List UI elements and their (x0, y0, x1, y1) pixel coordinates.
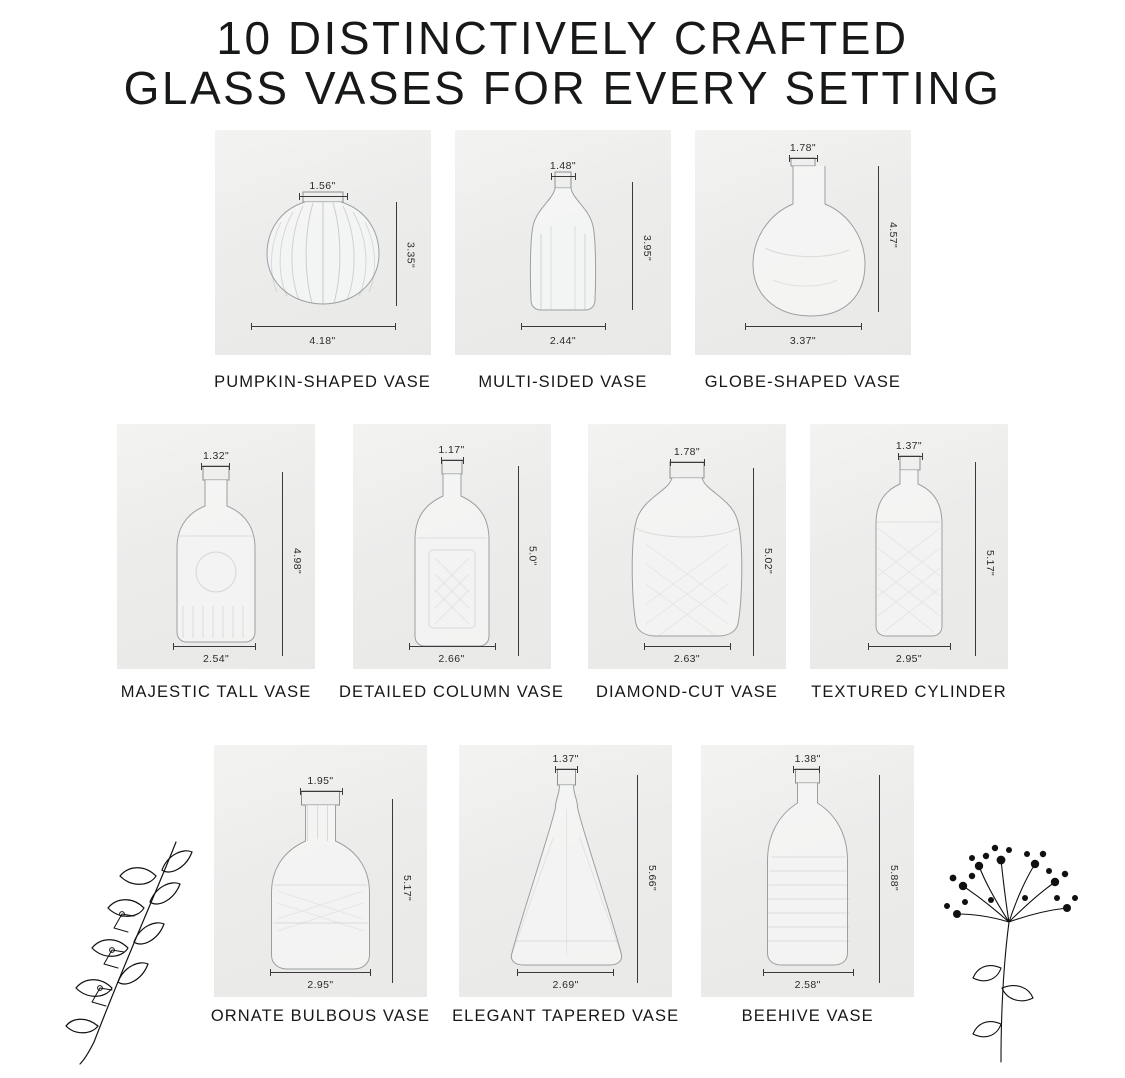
rule-width-beehive (763, 972, 853, 973)
diamond-cut-vase-illustration (588, 424, 786, 669)
elegant-tapered-vase-illustration (459, 745, 672, 997)
dim-width-elegant-tapered: 2.69" (552, 979, 579, 991)
tick-ornate-c (270, 969, 271, 976)
dim-top-pumpkin-shaped: 1.56" (309, 180, 336, 192)
tick-majestic-b (229, 463, 230, 470)
dim-width-ornate-bulbous: 2.95" (307, 979, 334, 991)
dim-width-diamond-cut: 2.63" (673, 653, 701, 665)
dim-top-majestic-tall: 1.32" (202, 450, 230, 462)
vase-caption-elegant-tapered: ELEGANT TAPERED VASE (452, 1007, 680, 1025)
dim-top-detailed-column: 1.17" (438, 444, 465, 456)
tick-majestic-a (201, 463, 202, 470)
vase-card-pumpkin-shaped[interactable] (214, 130, 431, 392)
dim-height-diamond-cut: 5.02" (761, 548, 774, 575)
vase-photo-globe-shaped (695, 130, 911, 355)
tick-tapered-a (555, 766, 556, 773)
dim-top-globe-shaped: 1.78" (789, 142, 816, 154)
tick-pumpkin-d (395, 323, 396, 330)
dim-width-detailed-column: 2.66" (438, 653, 465, 665)
tick-cylinder-c (868, 643, 869, 650)
rule-height-majestic (282, 472, 283, 656)
vase-card-multi-sided[interactable] (455, 130, 671, 392)
tick-column-b (463, 457, 464, 464)
vase-caption-diamond-cut: DIAMOND-CUT VASE (595, 683, 778, 701)
dim-top-textured-cylinder: 1.37" (895, 440, 923, 452)
vase-photo-elegant-tapered (459, 745, 672, 997)
vase-row-2 (0, 424, 1125, 702)
vase-card-ornate-bulbous[interactable] (211, 745, 430, 1026)
vase-caption-textured-cylinder: TEXTURED CYLINDER (811, 683, 1007, 701)
rule-top-diamond (670, 462, 704, 463)
dim-height-detailed-column: 5.0" (526, 546, 539, 566)
botanical-sprig-berries-icon (939, 838, 1079, 1066)
tick-diamond-b (704, 459, 705, 466)
tick-globe-b (817, 155, 818, 162)
botanical-sprig-leaves-icon (58, 836, 198, 1066)
vase-card-beehive[interactable] (701, 745, 914, 1026)
rule-height-pumpkin (396, 202, 397, 306)
tick-diamond-c (644, 643, 645, 650)
rule-top-majestic (201, 466, 229, 467)
vase-caption-pumpkin-shaped: PUMPKIN-SHAPED VASE (214, 373, 431, 391)
tick-column-a (441, 457, 442, 464)
rule-width-pumpkin (251, 326, 395, 327)
rule-height-globe (878, 166, 879, 312)
rule-top-multi (551, 176, 575, 177)
rule-height-beehive (879, 775, 880, 983)
tick-cylinder-b (922, 453, 923, 460)
rule-height-ornate (392, 799, 393, 983)
rule-height-multi (632, 182, 633, 310)
vase-caption-beehive: BEEHIVE VASE (741, 1007, 874, 1025)
tick-beehive-c (763, 969, 764, 976)
rule-height-column (518, 466, 519, 656)
vase-card-majestic-tall[interactable] (117, 424, 315, 702)
vase-card-detailed-column[interactable] (339, 424, 564, 702)
vase-card-textured-cylinder[interactable] (810, 424, 1008, 702)
dim-top-elegant-tapered: 1.37" (552, 753, 579, 765)
dim-height-beehive: 5.88" (888, 865, 901, 892)
vase-caption-majestic-tall: MAJESTIC TALL VASE (120, 683, 312, 701)
vase-card-diamond-cut[interactable] (588, 424, 786, 702)
dim-top-diamond-cut: 1.78" (673, 446, 701, 458)
tick-pumpkin-a (299, 193, 300, 200)
dim-width-textured-cylinder: 2.95" (895, 653, 923, 665)
dim-top-beehive: 1.38" (794, 753, 821, 765)
rule-height-cylinder (975, 462, 976, 656)
tick-tapered-c (517, 969, 518, 976)
vase-row-1 (0, 130, 1125, 392)
textured-cylinder-vase-illustration (810, 424, 1008, 669)
tick-multi-c (521, 323, 522, 330)
dim-height-globe-shaped: 4.57" (886, 222, 899, 249)
tick-column-c (409, 643, 410, 650)
tick-globe-d (861, 323, 862, 330)
tick-tapered-b (577, 766, 578, 773)
beehive-vase-illustration (701, 745, 914, 997)
tick-multi-b (575, 173, 576, 180)
tick-column-d (495, 643, 496, 650)
dim-width-majestic-tall: 2.54" (202, 653, 230, 665)
tick-beehive-d (853, 969, 854, 976)
tick-globe-a (789, 155, 790, 162)
tick-ornate-d (370, 969, 371, 976)
tick-beehive-b (819, 766, 820, 773)
vase-photo-pumpkin-shaped (215, 130, 431, 355)
vase-caption-detailed-column: DETAILED COLUMN VASE (339, 683, 564, 701)
vase-card-globe-shaped[interactable] (695, 130, 911, 392)
vase-photo-beehive (701, 745, 914, 997)
vase-caption-multi-sided: MULTI-SIDED VASE (478, 373, 648, 391)
rule-top-tapered (555, 769, 577, 770)
rule-width-diamond (644, 646, 730, 647)
tick-pumpkin-c (251, 323, 252, 330)
rule-top-ornate (300, 791, 342, 792)
tick-multi-a (551, 173, 552, 180)
dim-height-ornate-bulbous: 5.17" (400, 875, 413, 902)
rule-width-tapered (517, 972, 613, 973)
vase-photo-textured-cylinder (810, 424, 1008, 669)
tick-tapered-d (613, 969, 614, 976)
rule-width-majestic (173, 646, 255, 647)
page-title-line-1: 10 DISTINCTIVELY CRAFTED (216, 12, 909, 64)
tick-cylinder-a (898, 453, 899, 460)
rule-top-cylinder (898, 456, 922, 457)
dim-width-pumpkin-shaped: 4.18" (309, 335, 336, 347)
rule-width-ornate (270, 972, 370, 973)
vase-photo-detailed-column (353, 424, 551, 669)
pumpkin-shaped-vase-illustration (215, 130, 431, 355)
dim-width-beehive: 2.58" (794, 979, 821, 991)
vase-caption-ornate-bulbous: ORNATE BULBOUS VASE (210, 1007, 431, 1025)
dim-height-majestic-tall: 4.98" (291, 548, 304, 575)
dim-width-multi-sided: 2.44" (549, 335, 576, 347)
vase-photo-diamond-cut (588, 424, 786, 669)
page-title (0, 14, 1125, 113)
tick-majestic-d (255, 643, 256, 650)
dim-height-multi-sided: 3.95" (640, 235, 653, 262)
dim-width-globe-shaped: 3.37" (789, 335, 816, 347)
tick-diamond-a (670, 459, 671, 466)
vase-caption-globe-shaped: GLOBE-SHAPED VASE (704, 373, 902, 391)
tick-pumpkin-b (347, 193, 348, 200)
rule-height-tapered (637, 775, 638, 983)
tick-beehive-a (793, 766, 794, 773)
tick-globe-c (745, 323, 746, 330)
dim-top-ornate-bulbous: 1.95" (307, 775, 334, 787)
rule-top-beehive (793, 769, 819, 770)
tick-majestic-c (173, 643, 174, 650)
rule-height-diamond (753, 468, 754, 656)
page-title-line-2: GLASS VASES FOR EVERY SETTING (123, 61, 1002, 114)
rule-top-column (441, 460, 463, 461)
tick-ornate-a (300, 788, 301, 795)
vase-photo-majestic-tall (117, 424, 315, 669)
rule-top-globe (789, 158, 817, 159)
rule-width-column (409, 646, 495, 647)
rule-top-pumpkin (299, 196, 347, 197)
rule-width-cylinder (868, 646, 950, 647)
rule-width-multi (521, 326, 605, 327)
tick-diamond-d (730, 643, 731, 650)
dim-height-textured-cylinder: 5.17" (983, 550, 996, 577)
tick-ornate-b (342, 788, 343, 795)
tick-cylinder-d (950, 643, 951, 650)
tick-multi-d (605, 323, 606, 330)
dim-height-elegant-tapered: 5.66" (646, 865, 659, 892)
rule-width-globe (745, 326, 861, 327)
dim-top-multi-sided: 1.48" (549, 160, 576, 172)
vase-card-elegant-tapered[interactable] (452, 745, 679, 1026)
dim-height-pumpkin-shaped: 3.35" (404, 242, 417, 269)
vase-photo-multi-sided (455, 130, 671, 355)
vase-photo-ornate-bulbous (214, 745, 427, 997)
